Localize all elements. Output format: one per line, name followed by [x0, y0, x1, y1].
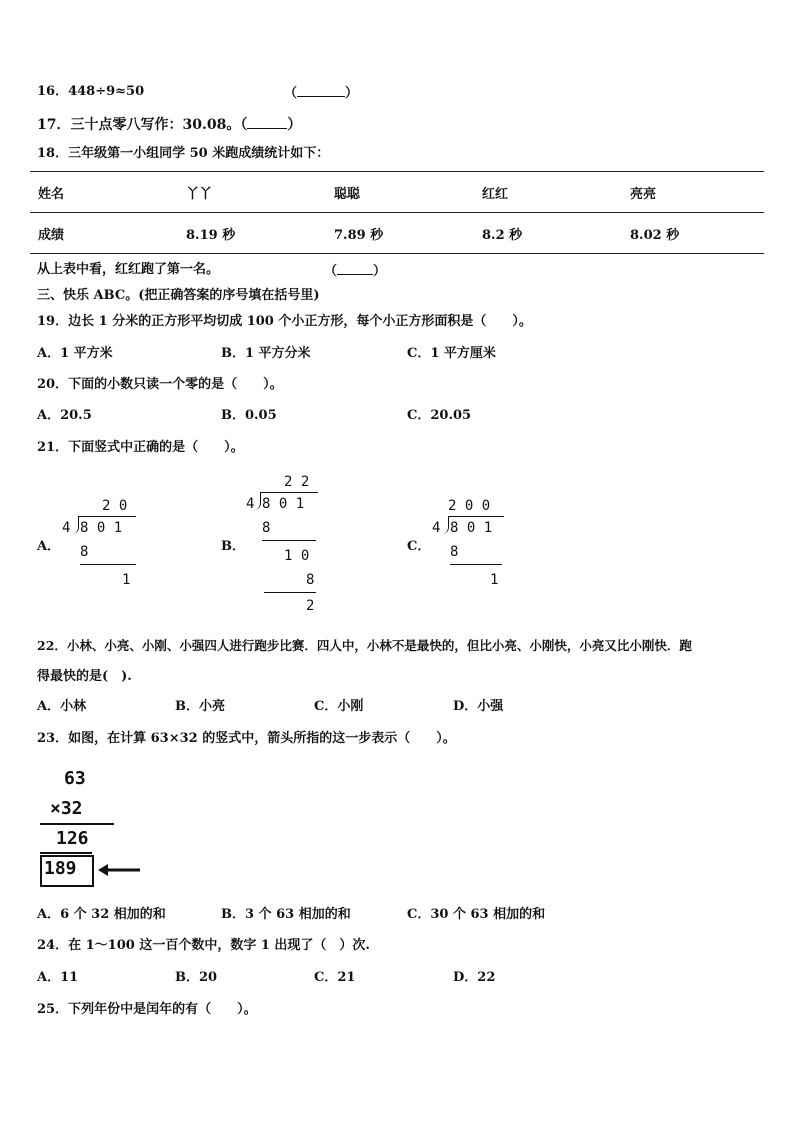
question-23: 23．如图，在计算 63×32 的竖式中，箭头所指的这一步表示（ ）。: [37, 731, 456, 746]
q20-option-a[interactable]: A．20.5: [37, 408, 92, 423]
q22-option-b[interactable]: B．小亮: [175, 699, 225, 714]
question-25: 25．下列年份中是闰年的有（ ）。: [37, 1002, 257, 1017]
divisor: 4: [432, 520, 441, 536]
step: 8: [450, 544, 459, 560]
q22-option-c[interactable]: C．小刚: [314, 699, 364, 714]
divisor: 4: [62, 520, 71, 536]
dividend: 8 0 1: [262, 496, 305, 512]
table-cell: 8.02 秒: [622, 213, 764, 254]
divisor: 4: [246, 496, 255, 512]
q17-answer-blank[interactable]: [247, 116, 287, 129]
q21-option-c[interactable]: C．: [407, 539, 431, 554]
score-table: [30, 171, 764, 254]
question-17: 17．三十点零八写作：30.08。（ ）: [37, 117, 302, 133]
section-title: 三、快乐 ABC。(把正确答案的序号填在括号里): [37, 288, 320, 303]
question-19: 19．边长 1 分米的正方形平均切成 100 个小正方形，每个小正方形面积是（ ）。: [37, 314, 532, 329]
q23-option-c[interactable]: C．30 个 63 相加的和: [407, 907, 546, 922]
multiplicand: 63: [64, 768, 86, 789]
step: 1 0: [284, 548, 310, 564]
question-22-line1: 22．小林、小亮、小刚、小强四人进行跑步比赛．四人中，小林不是最快的，但比小亮、小刚快，小亮又比小刚快．跑: [37, 638, 692, 653]
question-22-line2: 得最快的是( ).: [37, 669, 132, 684]
header-cell: 亮亮: [622, 172, 764, 213]
table-cell: 7.89 秒: [326, 213, 474, 254]
multiplier: ×32: [50, 798, 83, 819]
q24-option-b[interactable]: B．20: [175, 970, 218, 985]
dividend: 8 0 1: [450, 520, 493, 536]
q19-option-c[interactable]: C．1 平方厘米: [407, 346, 496, 361]
quotient: 2 2: [284, 474, 310, 490]
step: 8: [80, 544, 89, 560]
header-cell: 红红: [474, 172, 622, 213]
q23-option-b[interactable]: B．3 个 63 相加的和: [221, 907, 351, 922]
partial-product-2: 189: [44, 858, 77, 879]
step: 8: [306, 572, 315, 588]
table-cell: 成绩: [30, 213, 178, 254]
q19-option-b[interactable]: B．1 平方分米: [221, 346, 311, 361]
dividend: 8 0 1: [80, 520, 123, 536]
table-cell: 8.2 秒: [474, 213, 622, 254]
long-division-c: [430, 498, 520, 598]
q16-answer-blank[interactable]: （ ）: [284, 86, 359, 101]
header-cell: 丫丫: [178, 172, 326, 213]
quotient: 2 0 0: [448, 498, 491, 514]
header-cell: 聪聪: [326, 172, 474, 213]
multiplication-figure: [36, 766, 146, 896]
question-16: 16．448÷9≈50: [37, 84, 145, 99]
table-row: [30, 172, 764, 213]
q18-answer-blank[interactable]: （ ）: [324, 264, 387, 279]
step: 8: [262, 520, 271, 536]
arrow-left-icon: [96, 858, 142, 882]
question-21: 21．下面竖式中正确的是（ ）。: [37, 440, 244, 455]
q24-option-d[interactable]: D．22: [453, 970, 496, 985]
q21-option-b[interactable]: B．: [221, 539, 245, 554]
question-24: 24．在 1～100 这一百个数中，数字 1 出现了（ ）次.: [37, 938, 370, 953]
q20-option-b[interactable]: B．0.05: [221, 408, 277, 423]
q22-option-d[interactable]: D．小强: [453, 699, 504, 714]
q20-option-c[interactable]: C．20.05: [407, 408, 472, 423]
question-20: 20．下面的小数只读一个零的是（ ）。: [37, 377, 283, 392]
table-row: [30, 213, 764, 254]
q23-option-a[interactable]: A．6 个 32 相加的和: [37, 907, 166, 922]
q19-option-a[interactable]: A．1 平方米: [37, 346, 113, 361]
q21-option-a[interactable]: A．: [37, 539, 61, 554]
remainder: 1: [122, 572, 131, 588]
long-division-a: [60, 498, 150, 598]
remainder: 2: [306, 598, 315, 614]
q24-option-a[interactable]: A．11: [37, 970, 79, 985]
header-cell: 姓名: [30, 172, 178, 213]
remainder: 1: [490, 572, 499, 588]
long-division-b: [244, 474, 334, 619]
q22-option-a[interactable]: A．小林: [37, 699, 87, 714]
partial-product-1: 126: [56, 828, 89, 849]
table-cell: 8.19 秒: [178, 213, 326, 254]
quotient: 2 0: [102, 498, 128, 514]
question-18: 18．三年级第一小组同学 50 米跑成绩统计如下：: [37, 146, 330, 161]
q24-option-c[interactable]: C．21: [314, 970, 356, 985]
question-18-statement: 从上表中看，红红跑了第一名。: [37, 262, 220, 277]
